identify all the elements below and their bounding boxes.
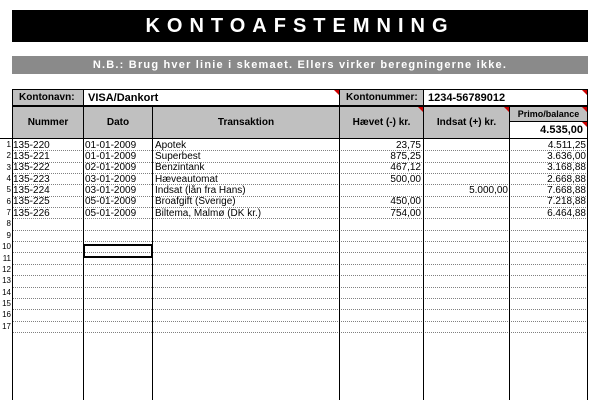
row-number: 17: [2, 321, 11, 331]
cell-nummer[interactable]: [13, 253, 82, 264]
cell-balance[interactable]: [510, 321, 586, 332]
row-number: 12: [2, 264, 11, 274]
cell-balance[interactable]: 2.668,88: [547, 173, 586, 185]
cell-transaktion[interactable]: Biltema, Malmø (DK kr.): [155, 207, 262, 219]
cell-balance[interactable]: 6.464,88: [547, 207, 586, 219]
cell-transaktion[interactable]: Indsat (lån fra Hans): [155, 184, 246, 196]
cell-dato[interactable]: [85, 230, 151, 241]
cell-balance[interactable]: 7.218,88: [547, 196, 586, 208]
cell-nummer[interactable]: 135-225: [13, 196, 50, 208]
cell-transaktion[interactable]: [155, 253, 338, 264]
cell-dato[interactable]: 02-01-2009: [85, 162, 137, 174]
cell-transaktion[interactable]: [155, 321, 338, 332]
cell-indsat[interactable]: [424, 196, 508, 207]
row-number: 10: [2, 242, 11, 252]
cell-balance[interactable]: 4.511,25: [547, 139, 586, 151]
cell-dato[interactable]: [85, 276, 151, 287]
cell-balance[interactable]: [510, 276, 586, 287]
cell-haevet[interactable]: [340, 310, 421, 321]
cell-nummer[interactable]: [13, 264, 82, 275]
cell-indsat[interactable]: 5.000,00: [469, 184, 508, 196]
row-number: 9: [6, 230, 11, 240]
row-number: 5: [6, 185, 11, 195]
cell-indsat[interactable]: [424, 253, 508, 264]
cell-nummer[interactable]: [13, 230, 82, 241]
column-divider: [152, 139, 153, 400]
cell-transaktion[interactable]: Benzintank: [155, 162, 205, 174]
page-title: KONTOAFSTEMNING: [12, 10, 588, 42]
cell-balance[interactable]: [510, 287, 586, 298]
cell-dato[interactable]: 03-01-2009: [85, 173, 137, 185]
cell-dato[interactable]: 03-01-2009: [85, 184, 137, 196]
cell-indsat[interactable]: [424, 219, 508, 230]
cell-haevet[interactable]: 500,00: [390, 173, 421, 185]
row-divider: [12, 332, 588, 333]
cell-transaktion[interactable]: Hæveautomat: [155, 173, 218, 185]
cell-dato[interactable]: 05-01-2009: [85, 207, 137, 219]
cell-balance[interactable]: 3.168,88: [547, 162, 586, 174]
cell-balance[interactable]: [510, 264, 586, 275]
cell-transaktion[interactable]: [155, 230, 338, 241]
cell-transaktion[interactable]: Broafgift (Sverige): [155, 196, 236, 208]
cell-haevet[interactable]: 23,75: [395, 139, 421, 151]
row-number: 6: [6, 196, 11, 206]
cell-nummer[interactable]: [13, 287, 82, 298]
header-baseline: [0, 138, 12, 139]
active-cell-selection[interactable]: [83, 244, 153, 258]
header-dato: Dato: [83, 106, 153, 139]
cell-nummer[interactable]: [13, 310, 82, 321]
row-number: 11: [2, 253, 11, 263]
primo-balance-field[interactable]: 4.535,00: [509, 121, 588, 139]
cell-nummer[interactable]: 135-222: [13, 162, 50, 174]
cell-balance[interactable]: 7.668,88: [547, 184, 586, 196]
cell-transaktion[interactable]: Apotek: [155, 139, 187, 151]
row-number: 3: [6, 162, 11, 172]
cell-nummer[interactable]: 135-220: [13, 139, 50, 151]
cell-haevet[interactable]: 467,12: [390, 162, 421, 174]
cell-haevet[interactable]: 450,00: [390, 196, 421, 208]
cell-balance[interactable]: [510, 219, 586, 230]
account-number-label: Kontonummer:: [339, 89, 424, 106]
header-transaktion: Transaktion: [152, 106, 340, 139]
cell-dato[interactable]: 01-01-2009: [85, 139, 137, 151]
cell-balance[interactable]: [510, 253, 586, 264]
account-number-field[interactable]: 1234-56789012: [423, 89, 588, 106]
cell-transaktion[interactable]: [155, 310, 338, 321]
cell-haevet[interactable]: [340, 276, 421, 287]
row-number: 15: [2, 298, 11, 308]
row-number: 13: [2, 276, 11, 286]
account-name-label: Kontonavn:: [12, 89, 84, 106]
column-divider: [83, 139, 84, 400]
cell-balance[interactable]: 3.636,00: [547, 150, 586, 162]
account-name-field[interactable]: VISA/Dankort: [83, 89, 340, 106]
instruction-note: N.B.: Brug hver linie i skemaet. Ellers virker beregningerne ikke.: [12, 56, 588, 74]
cell-haevet[interactable]: [340, 253, 421, 264]
row-number: 8: [6, 219, 11, 229]
cell-haevet[interactable]: [340, 219, 421, 230]
cell-dato[interactable]: [85, 264, 151, 275]
column-divider: [339, 139, 340, 400]
cell-indsat[interactable]: [424, 287, 508, 298]
cell-haevet[interactable]: 754,00: [390, 207, 421, 219]
row-number: 2: [6, 151, 11, 161]
cell-balance[interactable]: [510, 310, 586, 321]
cell-indsat[interactable]: [424, 230, 508, 241]
column-divider: [587, 139, 588, 400]
cell-nummer[interactable]: 135-221: [13, 150, 50, 162]
cell-balance[interactable]: [510, 230, 586, 241]
cell-transaktion[interactable]: [155, 264, 338, 275]
cell-indsat[interactable]: [424, 162, 508, 173]
cell-indsat[interactable]: [424, 151, 508, 162]
column-divider: [12, 139, 13, 400]
cell-dato[interactable]: 05-01-2009: [85, 196, 137, 208]
cell-transaktion[interactable]: [155, 276, 338, 287]
cell-haevet[interactable]: [340, 287, 421, 298]
header-indsat: Indsat (+) kr.: [423, 106, 510, 139]
cell-dato[interactable]: [85, 321, 151, 332]
cell-dato[interactable]: [85, 287, 151, 298]
cell-transaktion[interactable]: [155, 287, 338, 298]
cell-haevet[interactable]: [340, 185, 421, 196]
header-haevet: Hævet (-) kr.: [339, 106, 424, 139]
column-divider: [423, 139, 424, 400]
cell-nummer[interactable]: [13, 276, 82, 287]
cell-nummer[interactable]: [13, 321, 82, 332]
cell-indsat[interactable]: [424, 310, 508, 321]
cell-haevet[interactable]: [340, 230, 421, 241]
cell-dato[interactable]: [85, 310, 151, 321]
cell-nummer[interactable]: 135-223: [13, 173, 50, 185]
cell-nummer[interactable]: 135-224: [13, 184, 50, 196]
cell-dato[interactable]: [85, 219, 151, 230]
header-nummer: Nummer: [12, 106, 84, 139]
row-number: 14: [2, 287, 11, 297]
row-number: 16: [2, 310, 11, 320]
cell-nummer[interactable]: [13, 219, 82, 230]
header-primo: Primo/balance: [509, 106, 588, 122]
column-divider: [509, 139, 510, 400]
row-number: 7: [6, 208, 11, 218]
cell-indsat[interactable]: [424, 321, 508, 332]
cell-haevet[interactable]: 875,25: [390, 150, 421, 162]
cell-indsat[interactable]: [424, 276, 508, 287]
cell-transaktion[interactable]: [155, 219, 338, 230]
row-number: 1: [6, 140, 11, 149]
cell-transaktion[interactable]: Superbest: [155, 150, 201, 162]
cell-indsat[interactable]: [424, 264, 508, 275]
cell-haevet[interactable]: [340, 321, 421, 332]
row-number: 4: [6, 174, 11, 184]
cell-haevet[interactable]: [340, 264, 421, 275]
cell-dato[interactable]: 01-01-2009: [85, 150, 137, 162]
cell-nummer[interactable]: 135-226: [13, 207, 50, 219]
